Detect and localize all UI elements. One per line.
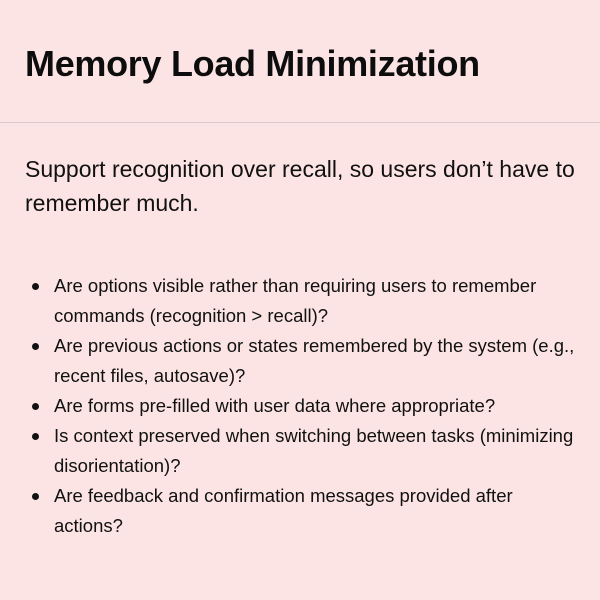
bullet-dot-icon	[32, 343, 39, 350]
list-item-text: Are previous actions or states remembered by the system (e.g., recent files, autosave)?	[54, 335, 575, 386]
bullet-dot-icon	[32, 493, 39, 500]
list-item	[25, 271, 585, 331]
list-item	[25, 481, 585, 541]
bullet-dot-icon	[32, 433, 39, 440]
page-title: Memory Load Minimization	[25, 43, 480, 84]
list-item	[25, 421, 585, 481]
list-item-text: Are options visible rather than requiring users to remember commands (recognition > recall)?	[54, 275, 537, 326]
list-item-text: Are feedback and confirmation messages provided after actions?	[54, 485, 513, 536]
title-divider	[0, 122, 600, 123]
bullet-dot-icon	[32, 283, 39, 290]
bullet-dot-icon	[32, 403, 39, 410]
list-item	[25, 331, 585, 391]
subtitle: Support recognition over recall, so users don’t have to remember much.	[25, 156, 575, 216]
list-item-text: Is context preserved when switching between tasks (minimizing disorientation)?	[54, 425, 574, 476]
list-item-text: Are forms pre-filled with user data where appropriate?	[54, 395, 496, 416]
checklist	[25, 271, 585, 541]
list-item	[25, 391, 585, 421]
